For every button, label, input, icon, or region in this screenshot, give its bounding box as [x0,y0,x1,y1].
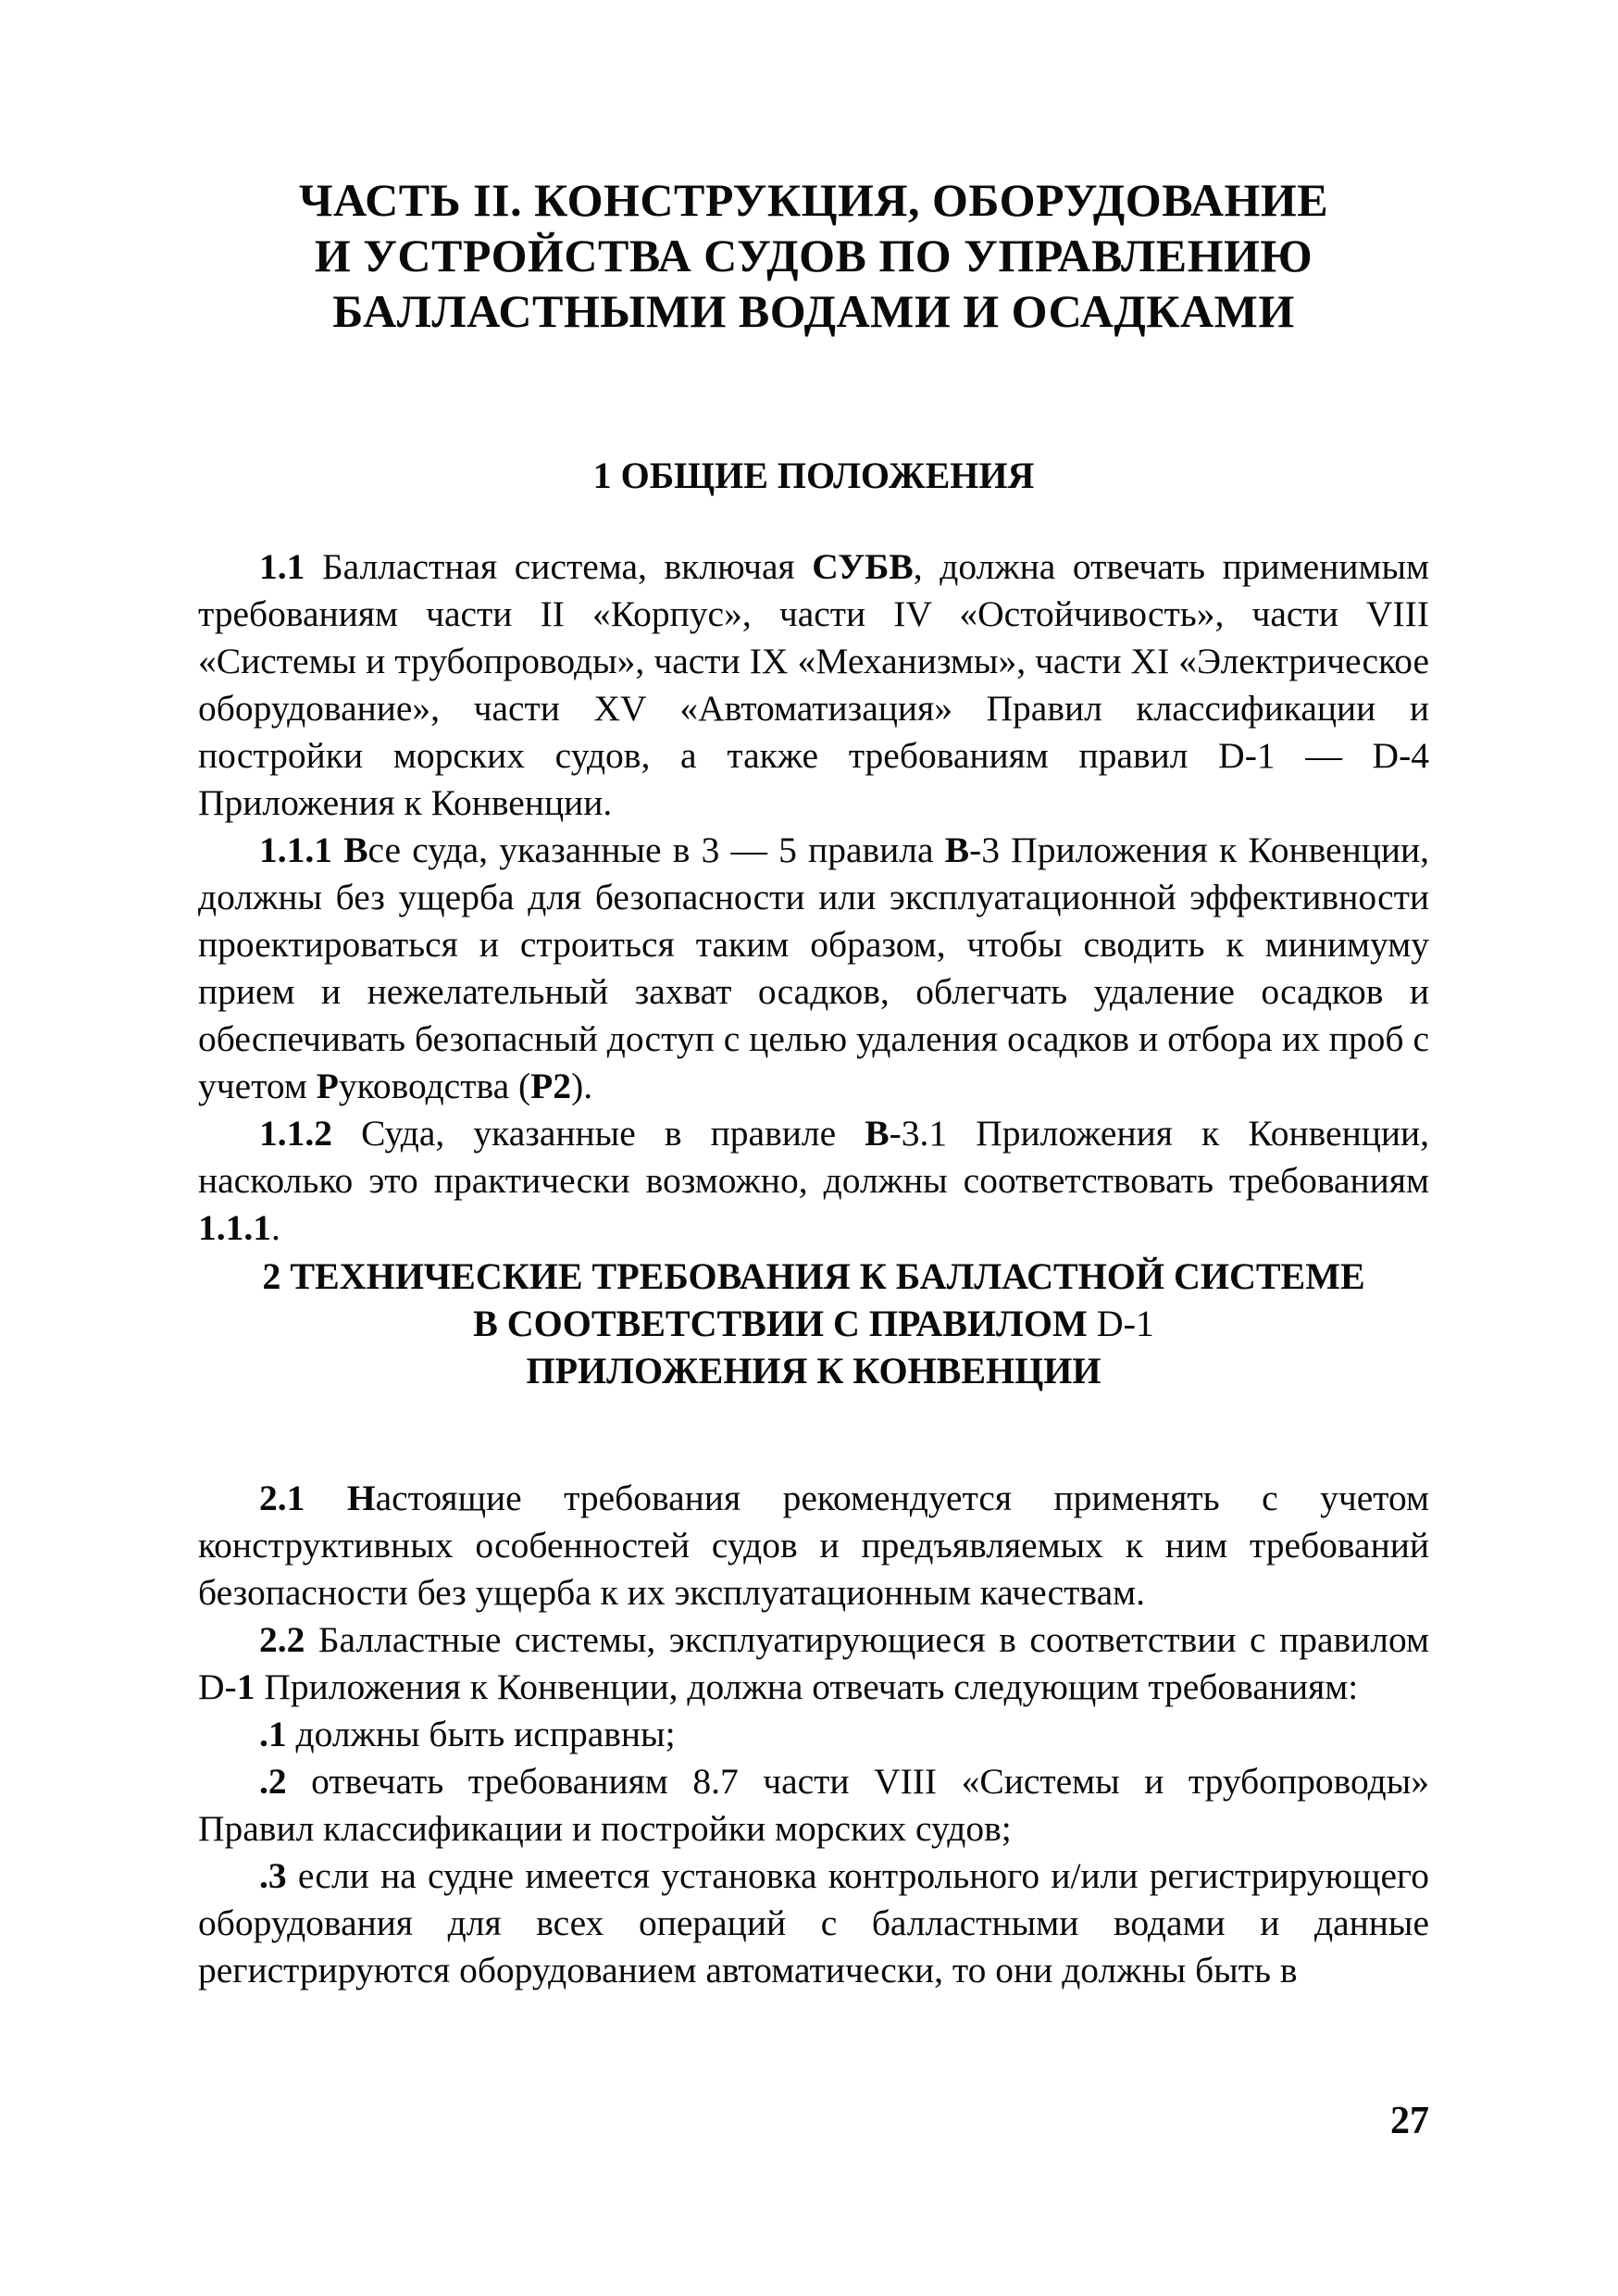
clause-number: 1.1 [259,546,305,587]
paragraph-text: се суда, указанные в 3 — 5 правила [367,830,945,870]
section-1-heading [198,452,1429,499]
page-number: 27 [1390,2100,1429,2142]
list-item-text: если на судне имеется установка контрольного и/или регистрирующего оборудования для всех операций с балластными водами и данные регистрируются оборудованием автоматически, то они должны быть в [198,1855,1429,1990]
part-title-line: БАЛЛАСТНЫМИ ВОДАМИ И ОСАДКАМИ [332,285,1295,337]
list-item-2 [198,1758,1429,1853]
section-2-title-line: ПРИЛОЖЕНИЯ К КОНВЕНЦИИ [526,1350,1101,1391]
paragraph-1-1-2 [198,1110,1429,1252]
bold-term: Р [316,1066,339,1106]
paragraph-text: ). [571,1066,593,1106]
list-item-text: должны быть исправны; [286,1714,676,1754]
clause-number: 2.1 [259,1478,305,1518]
paragraph-text: Балластные системы, эксплуатирующиеся в соответствии с правилом D- [198,1619,1429,1707]
bold-term: Р2 [530,1066,572,1106]
bold-term: Н [346,1478,376,1518]
clause-number: 1.1.2 [259,1113,332,1154]
document-page [198,0,1429,2296]
paragraph-2-2 [198,1616,1429,1711]
section-2-title-line [198,1300,1429,1347]
paragraph-1-1 [198,543,1429,827]
paragraph-text [332,830,343,870]
part-title [198,172,1429,339]
bold-term: В [944,830,970,870]
bold-term: 1 [236,1666,255,1707]
item-number: .2 [259,1761,287,1802]
item-number: .1 [259,1714,287,1754]
paragraph-2-1 [198,1475,1429,1616]
paragraph-text: -3 Приложения к Конвенции, должны без ущерба для безопасности или эксплуатационной эффективности проектироваться и строиться таким образом, чтобы сводить к минимуму прием и нежелательный захват осадков, облегчать удаление осадков и обеспечивать безопасный доступ с целью удаления осадков и отбора их проб с учетом [198,830,1430,1106]
paragraph-text: -3.1 Приложения к Конвенции, насколько это практически возможно, должны соответствовать требованиям [198,1113,1430,1201]
paragraph-text [305,1478,346,1518]
part-title-line: ЧАСТЬ II. КОНСТРУКЦИЯ, ОБОРУДОВАНИЕ [298,174,1329,226]
bold-term: СУБВ [812,546,914,587]
paragraph-text: Суда, указанные в правиле [332,1113,865,1154]
paragraph-text: астоящие требования рекомендуется применять с учетом конструктивных особенностей судов и предъявляемых к ним требований безопасности без ущерба к их эксплуатационным качествам. [198,1478,1430,1613]
paragraph-text: Балластная система, включая [305,546,813,587]
paragraph-text: Приложения к Конвенции, должна отвечать следующим требованиям: [255,1666,1359,1707]
list-item-1 [198,1711,1429,1758]
paragraph-text: . [271,1207,280,1248]
section-2-title-part: D-1 [1096,1303,1154,1344]
section-2-title-part: В СООТВЕТСТВИИ С ПРАВИЛОМ [473,1303,1097,1344]
part-title-line: И УСТРОЙСТВА СУДОВ ПО УПРАВЛЕНИЮ [314,230,1313,281]
paragraph-text: уководства ( [338,1066,531,1106]
clause-number: 1.1.1 [259,830,332,870]
section-1-title: 1 ОБЩИЕ ПОЛОЖЕНИЯ [592,455,1035,496]
section-2-title-line: 2 ТЕХНИЧЕСКИЕ ТРЕБОВАНИЯ К БАЛЛАСТНОЙ СИСТЕМЕ [262,1255,1365,1297]
paragraph-text: , должна отвечать применимым требованиям части II «Корпус», части IV «Остойчивость», части VIII «Системы и трубопроводы», части IX «Механизмы», части XI «Электрическое оборудование», части XV «Автоматизация» Правил классификации и постройки морских судов, а также требованиям правил D-1 — D-4 Приложения к Конвенции. [198,546,1429,823]
item-number: .3 [259,1855,287,1896]
paragraph-1-1-1 [198,827,1429,1110]
list-item-3 [198,1853,1429,1994]
bold-term: В [865,1113,890,1154]
section-2-heading [198,1253,1429,1394]
clause-number: 2.2 [259,1619,305,1660]
bold-term: В [343,830,368,870]
list-item-text: отвечать требованиям 8.7 части VIII «Системы и трубопроводы» Правил классификации и постройки морских судов; [198,1761,1429,1849]
bold-term: 1.1.1 [198,1207,271,1248]
section-2-body [198,1475,1429,1994]
section-1-body [198,543,1429,1252]
